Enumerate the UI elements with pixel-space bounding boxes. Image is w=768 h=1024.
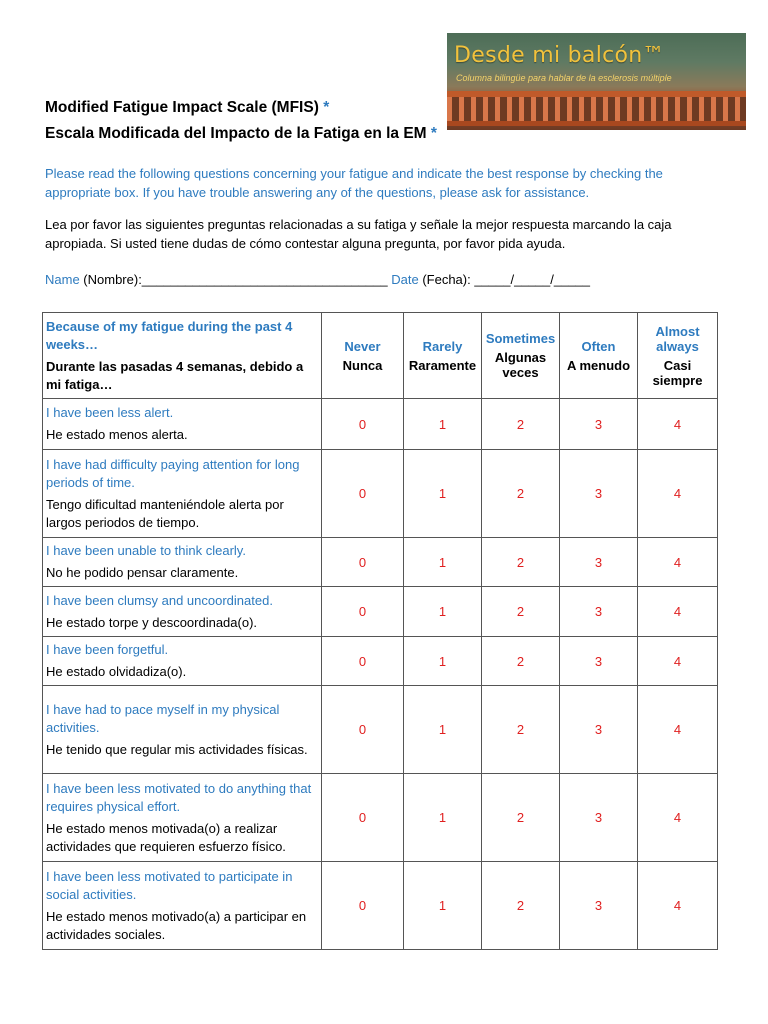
- score-option-1[interactable]: 1: [404, 450, 482, 538]
- name-field[interactable]: (Nombre):__________________________________: [79, 272, 392, 287]
- score-option-2[interactable]: 2: [482, 399, 560, 450]
- table-row: [43, 774, 718, 862]
- score-option-3[interactable]: 3: [560, 637, 638, 686]
- question-spanish: He estado menos motivada(o) a realizar actividades que requieren esfuerzo físico.: [46, 820, 286, 854]
- score-option-2[interactable]: 2: [482, 862, 560, 950]
- name-date-line: [45, 272, 590, 287]
- score-option-0[interactable]: 0: [322, 587, 404, 637]
- table-row: [43, 686, 718, 774]
- score-option-1[interactable]: 1: [404, 637, 482, 686]
- score-option-1[interactable]: 1: [404, 862, 482, 950]
- question-spanish: He estado menos alerta.: [46, 427, 188, 442]
- question-cell: [43, 538, 322, 587]
- instructions-english: Please read the following questions concerning your fatigue and indicate the best response by checking the appropriate box. If you have trouble answering any of the questions, please ask for assistance.: [45, 166, 663, 200]
- date-field[interactable]: (Fecha): _____/_____/_____: [418, 272, 591, 287]
- score-option-0[interactable]: 0: [322, 538, 404, 587]
- instructions-spanish: Lea por favor las siguientes preguntas relacionadas a su fatiga y señale la mejor respuesta marcando la caja apropiada. Si usted tiene dudas de cómo contestar alguna pregunta, por favor pida ayuda.: [45, 217, 672, 251]
- table-row: [43, 587, 718, 637]
- score-option-3[interactable]: 3: [560, 399, 638, 450]
- header-option-almost-always: Almost always Casi siempre: [638, 313, 718, 399]
- score-option-3[interactable]: 3: [560, 538, 638, 587]
- question-english: I have been less alert.: [46, 405, 174, 420]
- score-option-2[interactable]: 2: [482, 538, 560, 587]
- table-header-row: [43, 313, 718, 399]
- score-option-4[interactable]: 4: [638, 637, 718, 686]
- banner-title: Desde mi balcón™: [454, 43, 665, 68]
- score-option-0[interactable]: 0: [322, 450, 404, 538]
- score-option-2[interactable]: 2: [482, 587, 560, 637]
- score-option-1[interactable]: 1: [404, 774, 482, 862]
- question-cell: [43, 862, 322, 950]
- question-spanish: No he podido pensar claramente.: [46, 565, 239, 580]
- score-option-3[interactable]: 3: [560, 450, 638, 538]
- score-option-4[interactable]: 4: [638, 774, 718, 862]
- question-english: I have had to pace myself in my physical activities.: [46, 701, 280, 735]
- balcony-railing: [447, 91, 746, 130]
- score-option-4[interactable]: 4: [638, 587, 718, 637]
- header-option-never: Never Nunca: [322, 313, 404, 399]
- question-english: I have been less motivated to participate in social activities.: [46, 868, 293, 902]
- table-row: [43, 538, 718, 587]
- score-option-1[interactable]: 1: [404, 538, 482, 587]
- question-english: I have had difficulty paying attention for long periods of time.: [46, 456, 300, 490]
- name-label: Name: [45, 272, 80, 287]
- header-option-often: Often A menudo: [560, 313, 638, 399]
- required-asterisk: *: [430, 125, 437, 142]
- header-banner-image: [447, 33, 746, 130]
- score-option-1[interactable]: 1: [404, 399, 482, 450]
- score-option-2[interactable]: 2: [482, 450, 560, 538]
- table-row: [43, 637, 718, 686]
- title-spanish: Escala Modificada del Impacto de la Fatiga en la EM *: [45, 125, 437, 142]
- score-option-4[interactable]: 4: [638, 538, 718, 587]
- question-spanish: He estado menos motivado(a) a participar en actividades sociales.: [46, 908, 307, 942]
- header-option-sometimes: Sometimes Algunas veces: [482, 313, 560, 399]
- required-asterisk: *: [323, 99, 330, 116]
- fatigue-scale-table: [42, 312, 718, 950]
- score-option-0[interactable]: 0: [322, 862, 404, 950]
- score-option-3[interactable]: 3: [560, 862, 638, 950]
- score-option-4[interactable]: 4: [638, 862, 718, 950]
- question-english: I have been clumsy and uncoordinated.: [46, 592, 273, 608]
- score-option-0[interactable]: 0: [322, 686, 404, 774]
- score-option-4[interactable]: 4: [638, 450, 718, 538]
- score-option-0[interactable]: 0: [322, 774, 404, 862]
- question-cell: [43, 774, 322, 862]
- score-option-1[interactable]: 1: [404, 686, 482, 774]
- score-option-0[interactable]: 0: [322, 637, 404, 686]
- question-spanish: He estado torpe y descoordinada(o).: [46, 614, 258, 630]
- question-cell: [43, 450, 322, 538]
- score-option-3[interactable]: 3: [560, 774, 638, 862]
- date-label: Date: [391, 272, 419, 287]
- header-question-cell: Because of my fatigue during the past 4 weeks… Durante las pasadas 4 semanas, debido a mi fatiga…: [43, 313, 322, 399]
- score-option-3[interactable]: 3: [560, 686, 638, 774]
- title-english: Modified Fatigue Impact Scale (MFIS) *: [45, 99, 330, 116]
- question-spanish: Tengo dificultad manteniéndole alerta por largos periodos de tiempo.: [46, 496, 284, 530]
- score-option-4[interactable]: 4: [638, 399, 718, 450]
- score-option-2[interactable]: 2: [482, 774, 560, 862]
- question-cell: [43, 686, 322, 774]
- question-spanish: He estado olvidadiza(o).: [46, 664, 187, 679]
- table-row: [43, 862, 718, 950]
- score-option-2[interactable]: 2: [482, 637, 560, 686]
- table-row: [43, 399, 718, 450]
- score-option-4[interactable]: 4: [638, 686, 718, 774]
- question-spanish: He tenido que regular mis actividades físicas.: [46, 741, 308, 757]
- score-option-2[interactable]: 2: [482, 686, 560, 774]
- question-cell: [43, 399, 322, 450]
- score-option-3[interactable]: 3: [560, 587, 638, 637]
- banner-subtitle: Columna bilingüe para hablar de la esclerosis múltiple: [456, 73, 672, 83]
- question-english: I have been unable to think clearly.: [46, 543, 246, 558]
- question-english: I have been forgetful.: [46, 642, 169, 657]
- score-option-1[interactable]: 1: [404, 587, 482, 637]
- table-row: [43, 450, 718, 538]
- score-option-0[interactable]: 0: [322, 399, 404, 450]
- question-english: I have been less motivated to do anything that requires physical effort.: [46, 780, 312, 814]
- question-cell: [43, 637, 322, 686]
- question-cell: [43, 587, 322, 637]
- header-option-rarely: Rarely Raramente: [404, 313, 482, 399]
